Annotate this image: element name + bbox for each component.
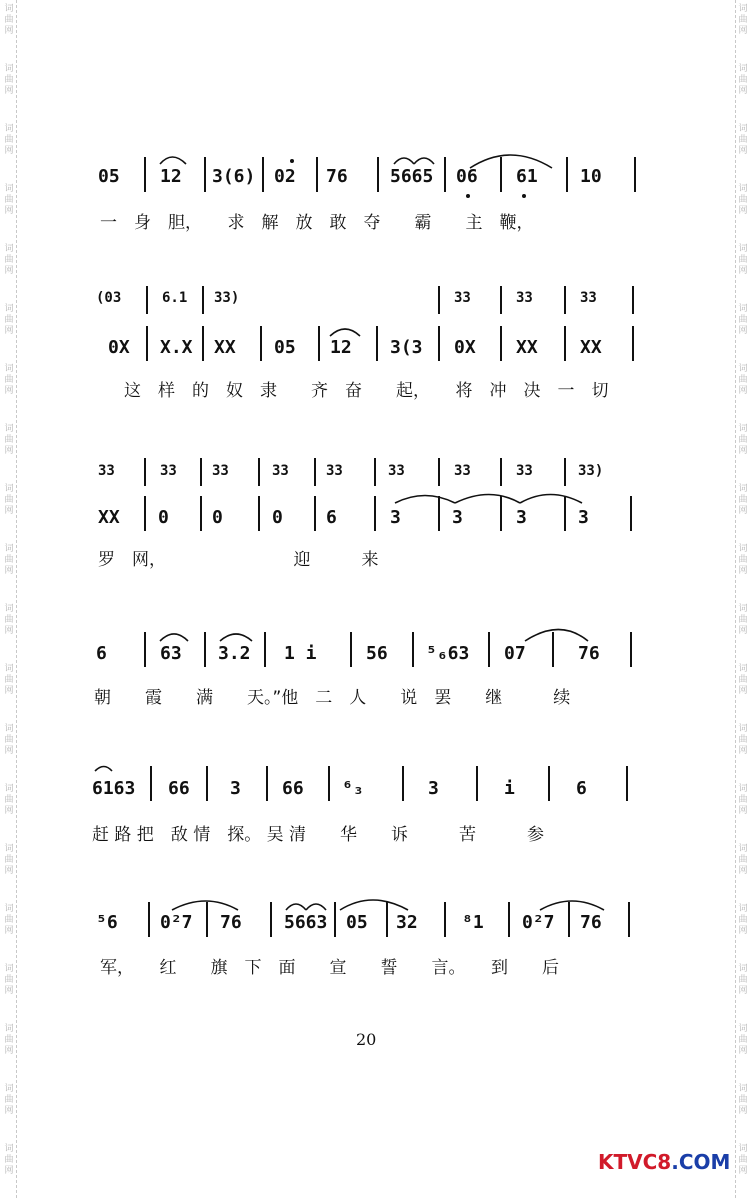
margin-watermark: 词 曲 网 — [738, 244, 748, 276]
bar-line — [634, 157, 636, 192]
note-group: 3 — [452, 507, 463, 528]
bar-line — [148, 902, 150, 937]
note-group: 05 — [346, 912, 368, 933]
upper-note-group: 6.1 — [162, 290, 188, 306]
margin-watermark: 词 曲 网 — [4, 784, 14, 816]
margin-watermark: 词 曲 网 — [4, 64, 14, 96]
margin-watermark: 词 曲 网 — [738, 784, 748, 816]
note-group: 10 — [580, 166, 602, 187]
bar-line — [444, 157, 446, 192]
lyric-line: 一 身 胆， 求 解 放 敢 夺 霸 主 鞭， — [100, 213, 534, 233]
margin-watermark: 词 曲 网 — [4, 484, 14, 516]
note-group: 1 i — [284, 643, 317, 664]
margin-watermark: 词 曲 网 — [738, 544, 748, 576]
note-group: XX — [98, 507, 120, 528]
note-group: 0X — [454, 337, 476, 358]
bar-line — [258, 458, 260, 486]
bar-line — [402, 766, 404, 801]
bar-line — [628, 902, 630, 937]
bar-line — [438, 326, 440, 361]
margin-watermark: 词 曲 网 — [738, 184, 748, 216]
bar-line — [144, 632, 146, 667]
bar-line — [202, 326, 204, 361]
bar-line — [150, 766, 152, 801]
note-group: 12 — [330, 337, 352, 358]
margin-watermark: 词 曲 网 — [738, 1144, 748, 1176]
margin-watermark: 词 曲 网 — [738, 1084, 748, 1116]
upper-note-group: 33) — [578, 463, 604, 479]
note-group: 0X — [108, 337, 130, 358]
low-octave-dot — [466, 194, 470, 198]
margin-watermark: 词 曲 网 — [4, 964, 14, 996]
bar-line — [500, 157, 502, 192]
note-group: ⁵6 — [96, 912, 118, 933]
upper-note-group: 33 — [580, 290, 597, 306]
note-group: 6 — [96, 643, 107, 664]
bar-line — [632, 286, 634, 314]
logo-part-1: KTVC8 — [598, 1150, 672, 1174]
margin-watermark: 词 曲 网 — [4, 664, 14, 696]
bar-line — [374, 496, 376, 531]
note-group: 0 — [212, 507, 223, 528]
margin-watermark: 词 曲 网 — [4, 844, 14, 876]
note-group: 63 — [160, 643, 182, 664]
margin-watermark: 词 曲 网 — [4, 544, 14, 576]
note-group: XX — [580, 337, 602, 358]
bar-line — [552, 632, 554, 667]
upper-note-group: 33 — [272, 463, 289, 479]
margin-watermark: 词 曲 网 — [738, 604, 748, 636]
note-group: 56 — [366, 643, 388, 664]
note-group: 3 — [516, 507, 527, 528]
bar-line — [626, 766, 628, 801]
left-watermark-column — [2, 0, 17, 1198]
note-group: 6163 — [92, 778, 136, 799]
margin-watermark: 词 曲 网 — [738, 844, 748, 876]
upper-note-group: 33) — [214, 290, 240, 306]
bar-line — [476, 766, 478, 801]
upper-note-group: 33 — [326, 463, 343, 479]
bar-line — [564, 326, 566, 361]
bar-line — [564, 458, 566, 486]
bar-line — [500, 458, 502, 486]
note-group: 3 — [390, 507, 401, 528]
note-group: 5663 — [284, 912, 328, 933]
bar-line — [260, 326, 262, 361]
bar-line — [568, 902, 570, 937]
right-watermark-column — [735, 0, 750, 1198]
margin-watermark: 词 曲 网 — [4, 4, 14, 36]
margin-watermark: 词 曲 网 — [738, 904, 748, 936]
margin-watermark: 词 曲 网 — [4, 1024, 14, 1056]
margin-watermark: 词 曲 网 — [4, 244, 14, 276]
margin-watermark: 词 曲 网 — [4, 904, 14, 936]
bar-line — [204, 632, 206, 667]
bar-line — [444, 902, 446, 937]
margin-watermark: 词 曲 网 — [4, 604, 14, 636]
note-group: 76 — [220, 912, 242, 933]
margin-watermark: 词 曲 网 — [4, 184, 14, 216]
bar-line — [202, 286, 204, 314]
bar-line — [386, 902, 388, 937]
note-group: 3 — [428, 778, 439, 799]
bar-line — [350, 632, 352, 667]
note-group: i — [504, 778, 515, 799]
bar-line — [204, 157, 206, 192]
margin-watermark: 词 曲 网 — [738, 964, 748, 996]
bar-line — [264, 632, 266, 667]
lyric-line: 朝 霞 满 天。”他 二 人 说 罢 继 续 — [94, 688, 571, 708]
bar-line — [548, 766, 550, 801]
lyric-line: 军， 红 旗 下 面 宣 誓 言。 到 后 — [100, 958, 559, 978]
note-group: 61 — [516, 166, 538, 187]
note-group: 66 — [168, 778, 190, 799]
upper-note-group: 33 — [98, 463, 115, 479]
note-group: 3 — [578, 507, 589, 528]
site-logo — [598, 1150, 730, 1174]
note-group: 3.2 — [218, 643, 251, 664]
note-group: 32 — [396, 912, 418, 933]
margin-watermark: 词 曲 网 — [738, 124, 748, 156]
bar-line — [144, 458, 146, 486]
upper-note-group: 33 — [388, 463, 405, 479]
bar-line — [146, 286, 148, 314]
note-group: 3 — [230, 778, 241, 799]
note-group: ⁵₆63 — [426, 643, 470, 664]
margin-watermark: 词 曲 网 — [4, 1144, 14, 1176]
low-octave-dot — [522, 194, 526, 198]
page-number: 20 — [356, 1030, 377, 1049]
margin-watermark: 词 曲 网 — [738, 4, 748, 36]
upper-note-group: 33 — [516, 463, 533, 479]
lyric-line: 这 样 的 奴 隶 齐 奋 起， 将 冲 决 一 切 — [124, 381, 609, 401]
margin-watermark: 词 曲 网 — [4, 424, 14, 456]
bar-line — [374, 458, 376, 486]
note-group: 66 — [282, 778, 304, 799]
note-group: 05 — [98, 166, 120, 187]
bar-line — [377, 157, 379, 192]
note-group: 6 — [576, 778, 587, 799]
note-group: 0²7 — [160, 912, 193, 933]
note-group: 07 — [504, 643, 526, 664]
bar-line — [314, 458, 316, 486]
bar-line — [146, 326, 148, 361]
bar-line — [206, 902, 208, 937]
bar-line — [258, 496, 260, 531]
margin-watermark: 词 曲 网 — [738, 1024, 748, 1056]
upper-note-group: 33 — [212, 463, 229, 479]
note-group: X.X — [160, 337, 193, 358]
high-octave-dot — [290, 159, 294, 163]
bar-line — [270, 902, 272, 937]
note-group: 06 — [456, 166, 478, 187]
bar-line — [206, 766, 208, 801]
margin-watermark: 词 曲 网 — [4, 1084, 14, 1116]
bar-line — [144, 496, 146, 531]
note-group: 12 — [160, 166, 182, 187]
note-group: 02 — [274, 166, 296, 187]
margin-watermark: 词 曲 网 — [738, 304, 748, 336]
bar-line — [328, 766, 330, 801]
bar-line — [438, 458, 440, 486]
bar-line — [262, 157, 264, 192]
bar-line — [500, 326, 502, 361]
bar-line — [200, 458, 202, 486]
bar-line — [412, 632, 414, 667]
bar-line — [564, 496, 566, 531]
bar-line — [632, 326, 634, 361]
note-group: 76 — [326, 166, 348, 187]
bar-line — [266, 766, 268, 801]
upper-note-group: 33 — [454, 463, 471, 479]
bar-line — [438, 286, 440, 314]
bar-line — [564, 286, 566, 314]
note-group: 0 — [272, 507, 283, 528]
bar-line — [144, 157, 146, 192]
lyric-line: 罗 网， 迎 来 — [98, 550, 379, 570]
margin-watermark: 词 曲 网 — [4, 364, 14, 396]
upper-note-group: 33 — [516, 290, 533, 306]
margin-watermark: 词 曲 网 — [738, 664, 748, 696]
bar-line — [508, 902, 510, 937]
margin-watermark: 词 曲 网 — [4, 724, 14, 756]
note-group: 3(6) — [212, 166, 256, 187]
note-group: 76 — [580, 912, 602, 933]
lyric-line: 赶 路 把 敌 情 探。 吴 清 华 诉 苦 参 — [92, 825, 545, 845]
upper-note-group: (03 — [96, 290, 122, 306]
bar-line — [318, 326, 320, 361]
margin-watermark: 词 曲 网 — [4, 124, 14, 156]
note-group: XX — [214, 337, 236, 358]
note-group: ⁶₃ — [342, 778, 364, 799]
margin-watermark: 词 曲 网 — [738, 424, 748, 456]
note-group: 6 — [326, 507, 337, 528]
bar-line — [488, 632, 490, 667]
note-group: 0 — [158, 507, 169, 528]
logo-part-2: .COM — [671, 1150, 731, 1174]
bar-line — [438, 496, 440, 531]
bar-line — [566, 157, 568, 192]
margin-watermark: 词 曲 网 — [738, 64, 748, 96]
bar-line — [316, 157, 318, 192]
bar-line — [376, 326, 378, 361]
note-group: 5665 — [390, 166, 434, 187]
note-group: ⁸1 — [462, 912, 484, 933]
bar-line — [500, 286, 502, 314]
margin-watermark: 词 曲 网 — [4, 304, 14, 336]
note-group: 3(3 — [390, 337, 423, 358]
note-group: 0²7 — [522, 912, 555, 933]
bar-line — [314, 496, 316, 531]
note-group: XX — [516, 337, 538, 358]
bar-line — [334, 902, 336, 937]
bar-line — [200, 496, 202, 531]
bar-line — [500, 496, 502, 531]
upper-note-group: 33 — [454, 290, 471, 306]
note-group: 05 — [274, 337, 296, 358]
upper-note-group: 33 — [160, 463, 177, 479]
bar-line — [630, 496, 632, 531]
margin-watermark: 词 曲 网 — [738, 724, 748, 756]
margin-watermark: 词 曲 网 — [738, 484, 748, 516]
margin-watermark: 词 曲 网 — [738, 364, 748, 396]
bar-line — [630, 632, 632, 667]
note-group: 76 — [578, 643, 600, 664]
